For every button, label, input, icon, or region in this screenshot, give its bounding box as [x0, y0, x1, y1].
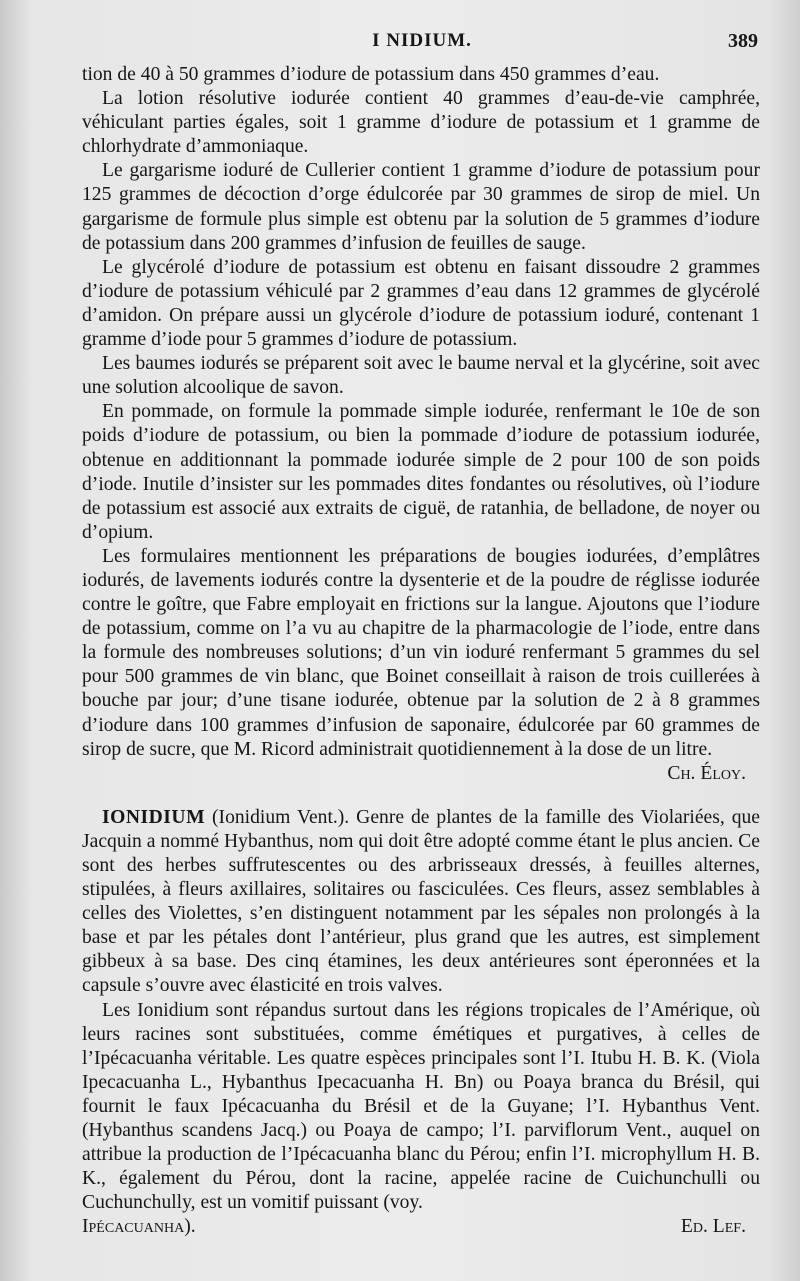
author-signature: Ed. Lef. [680, 1216, 746, 1238]
signature-line [82, 762, 760, 786]
entry-headword-qualifier: (Ionidium Vent.). [212, 806, 350, 828]
paragraph: Le glycérolé d’iodure de potassium est obtenu en faisant dissoudre 2 grammes d’iodure de potassium véhiculé par 2 grammes d’eau dans 12 grammes de glycérolé d’amidon. On prépare aussi un glycérole d’iodure de potassium ioduré, contenant 1 gramme d’iode pour 5 grammes d’iodure de potassium. [82, 256, 760, 351]
dictionary-entry [82, 806, 760, 999]
paragraph: Les baumes iodurés se préparent soit avec le baume nerval et la glycérine, soit avec une solution alcoolique de savon. [82, 353, 760, 399]
page-number: 389 [728, 30, 758, 52]
running-head: I NIDIUM. [372, 30, 472, 51]
signature-line [82, 1215, 760, 1239]
paragraph: En pommade, on formule la pommade simple iodurée, renfermant le 10e de son poids d’iodure de potassium, ou bien la pommade d’iodure de potassium iodurée, obtenue en additionnant la pommade iodurée simple de 2 pour 100 de son poids d’iode. Inutile d’insister sur les pommades dites fondantes ou résolutives, où l’iodure de potassium est associé aux extraits de ciguë, de ratanhia, de belladone, de noyer ou d’opium. [82, 401, 760, 543]
entry-body: Genre de plantes de la famille des Violariées, que Jacquin a nommé Hybanthus, nom qui doit être adopté comme étant le plus ancien. Ce sont des herbes suffrutescentes ou des arbrisseaux dressés, à feuilles alternes, stipulées, à fleurs axillaires, solitaires ou fasciculées. Ces fleurs, assez semblables à celles des Violettes, s’en distinguent notamment par les sépales non prolongés à la base et par les pétales dont l’antérieur, plus grand que les autres, est simplement gibbeux à sa base. Des cinq étamines, les deux antérieures sont éperonnées et la capsule s’ouvre avec élasticité en trois valves. [82, 806, 760, 997]
entry-headword: IONIDIUM [102, 806, 206, 828]
paragraph: Le gargarisme ioduré de Cullerier contient 1 gramme d’iodure de potassium pour 125 grammes de décoction d’orge édulcorée par 30 grammes de sirop de miel. Un gargarisme de formule plus simple est obtenu par la solution de 5 grammes d’iodure de potassium dans 200 grammes d’infusion de feuilles de sauge. [82, 160, 760, 254]
paragraph: Les Ionidium sont répandus surtout dans les régions tropicales de l’Amérique, où leurs racines sont substituées, comme émétiques et purgatives, à celles de l’Ipécacuanha véritable. Les quatre espèces principales sont l’I. Itubu H. B. K. (Viola Ipecacuanha L., Hybanthus Ipecacuanha H. Bn) ou Poaya branca du Brésil, qui fournit le faux Ipécacuanha du Brésil et de la Guyane; l’I. Hybanthus Vent. (Hybanthus scandens Jacq.) ou Poaya de campo; l’I. parviflorum Vent., auquel on attribue la production de l’Ipécacuanha blanc du Pérou; enfin l’I. microphyllum H. B. K., également du Pérou, dont la racine, appelée racine de Cuichunchulli ou Cuchunchully, est un vomitif puissant (voy. [82, 999, 760, 1214]
paragraph: Les formulaires mentionnent les préparations de bougies iodurées, d’emplâtres iodurés, de lavements iodurés contre la dysenterie et de la poudre de réglisse iodurée contre le goître, que Fabre employait en frictions sur la langue. Ajoutons que l’iodure de potassium, comme on l’a vu au chapitre de la pharmacologie de l’iode, entre dans la formule des nombreuses solutions; d’un vin ioduré renfermant 5 grammes du sel pour 500 grammes de vin blanc, que Boinet conseillait à raison de trois cuillerées à bouche par jour; d’une tisane iodurée, obtenue par la solution de 2 à 8 grammes d’iodure dans 100 grammes d’infusion de saponaire, édulcorée par 60 grammes de sirop de sucre, que M. Ricord administrait quotidiennement à la dose de un litre. [82, 545, 760, 760]
paragraph: tion de 40 à 50 grammes d’iodure de potassium dans 450 grammes d’eau. [82, 64, 660, 85]
paragraph: La lotion résolutive iodurée contient 40 grammes d’eau-de-vie camphrée, véhiculant parties égales, soit 1 gramme d’iodure de potassium et 1 gramme de chlorhydrate d’ammoniaque. [82, 88, 760, 158]
page-header [82, 28, 762, 58]
cross-reference: Ipécacuanha). [82, 1216, 196, 1238]
author-signature: Ch. Éloy. [667, 762, 746, 784]
body-text [82, 63, 760, 1240]
